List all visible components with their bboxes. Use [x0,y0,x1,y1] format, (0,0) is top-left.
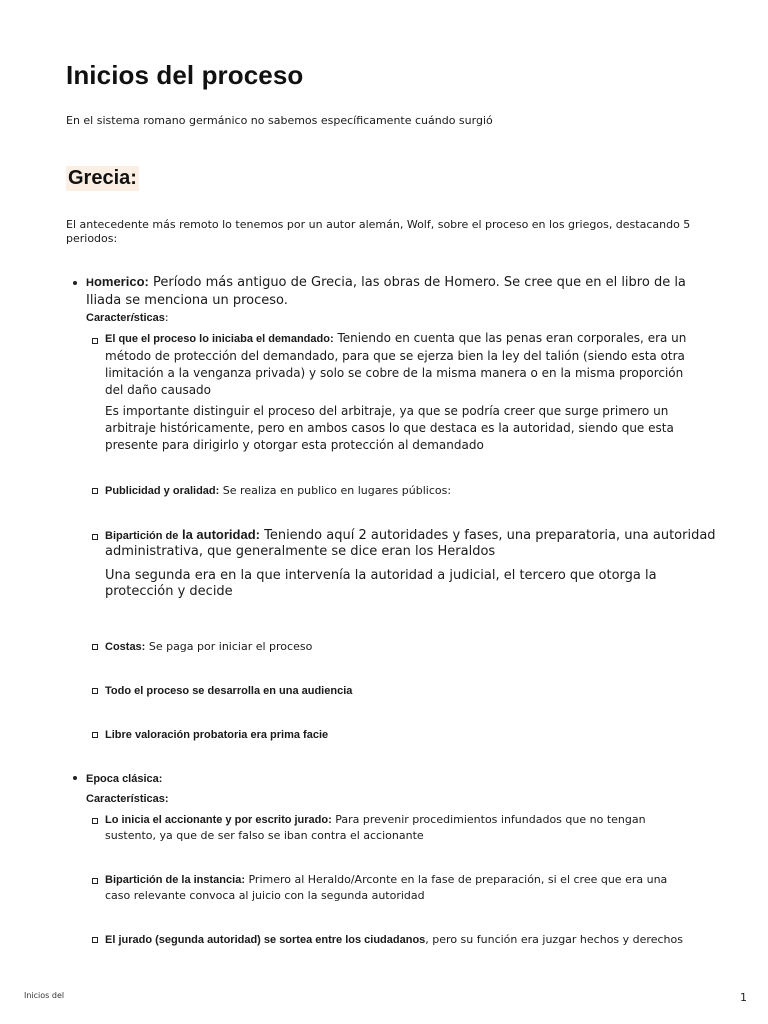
bullet-square-icon [92,688,98,694]
bullet-square-icon [92,937,98,943]
homerico-item-5: Todo el proceso se desarrolla en una audiencia [105,685,353,697]
bullet-square-icon [92,732,98,738]
homerico-lead-h: H [86,277,94,289]
homerico-item-6: Libre valoración probatoria era prima facie [105,729,329,741]
homerico-item-1-extra: Es importante distinguir el proceso del arbitraje, ya que se podría creer que surge primero un arbitraje históricamente, pero en ambos casos lo que destaca es la autoridad, siendo que esta presente para dirigirlo y otorgar esta protección al demandado [105,404,674,452]
bullet-square-icon [92,534,98,540]
homerico-text: Período más antiguo de Grecia, las obras de Homero. Se cree que en el libro de la Iliada se menciona un proceso. [86,275,686,308]
homerico-item [86,273,686,309]
homerico-item-1: El que el proceso lo iniciaba el demandado: Teniendo en cuenta que las penas eran corporales, era un método de protección del demandado, para que se ejerza bien la ley del talión (siendo esta otra limitación a la venganza privada) y solo se cobre de la misma manera o en la misma proporción del daño causado [105,331,687,397]
bullet-square-icon [92,338,98,344]
bullet-dot-icon [73,776,77,780]
page-title: Inicios del proceso [66,60,304,90]
bullet-square-icon [92,488,98,494]
clasica-item-1: Lo inicia el accionante y por escrito jurado: Para prevenir procedimientos infundados que no tengan sustento, ya que de ser falso se iban contra el accionante [105,813,646,842]
homerico-item-2: Publicidad y oralidad: Se realiza en publico en lugares públicos: [105,484,452,497]
bullet-square-icon [92,818,98,824]
section-heading-grecia: Grecia: [68,167,137,189]
page-number: 1 [740,991,747,1004]
clasica-caracteristicas-label: Características: [86,793,169,805]
homerico-lead: omerico: [93,274,149,289]
homerico-item-4: Costas: Se paga por iniciar el proceso [105,640,313,653]
clasica-item-3: El jurado (segunda autoridad) se sortea entre los ciudadanos, pero su función era juzgar hechos y derechos [105,933,683,946]
homerico-caracteristicas-label: Características: [86,311,169,324]
grecia-intro-paragraph: El antecedente más remoto lo tenemos por un autor alemán, Wolf, sobre el proceso en los griegos, destacando 5 periodos: [66,218,691,245]
bullet-square-icon [92,644,98,650]
intro-paragraph: En el sistema romano germánico no sabemos específicamente cuándo surgió [66,114,493,127]
bullet-dot-icon [73,281,77,285]
homerico-item-3-extra: Una segunda era en la que intervenía la autoridad a judicial, el tercero que otorga la protección y decide [105,568,657,599]
clasica-item-2: Bipartición de la instancia: Primero al Heraldo/Arconte en la fase de preparación, si el cree que era una caso relevante convoca al juicio con la segunda autoridad [105,873,668,902]
bullet-square-icon [92,878,98,884]
footer-doc-title: Inicios del [24,991,65,1000]
clasica-item: Epoca clásica: [86,773,163,785]
homerico-item-3: Bipartición de la autoridad: Teniendo aquí 2 autoridades y fases, una preparatoria, una autoridad administrativa, que generalmente se dice eran los Heraldos [105,527,716,559]
